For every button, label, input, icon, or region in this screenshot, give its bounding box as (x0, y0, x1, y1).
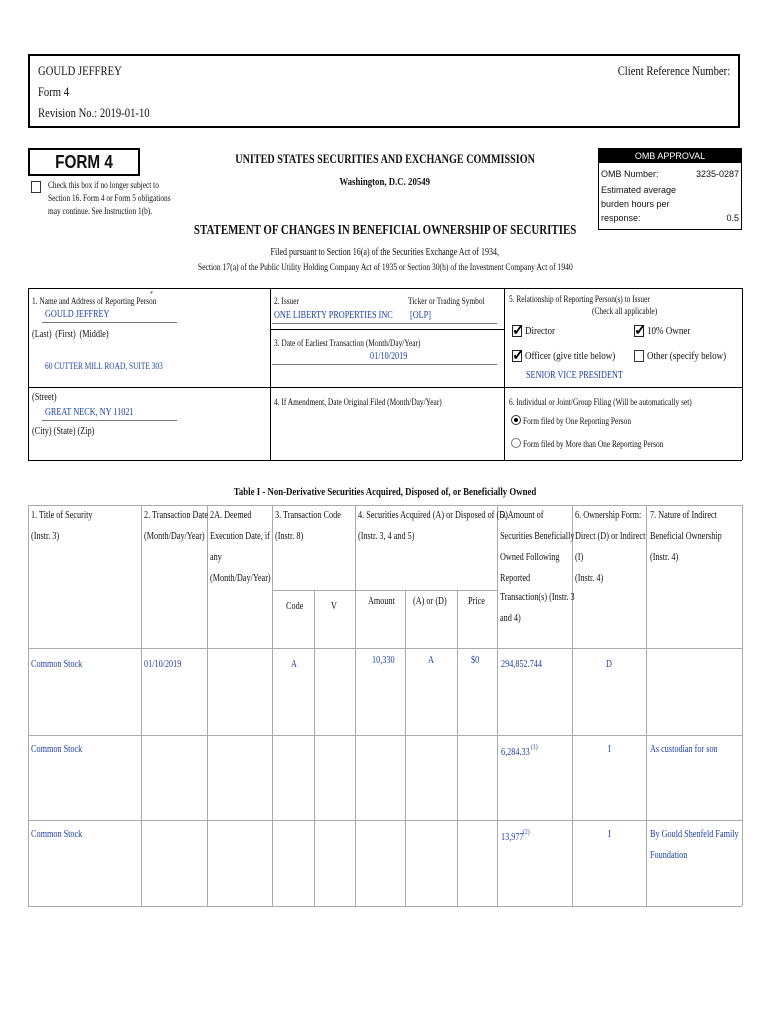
col7-header-2: Beneficial Ownership (650, 531, 722, 542)
col2-header-2: (Month/Day/Year) (144, 531, 205, 542)
omb-number-label: OMB Number: (601, 169, 659, 179)
omb-burden-2: burden hours per (601, 199, 670, 209)
officer-label: Officer (give title below) (525, 350, 616, 362)
other-checkbox[interactable] (634, 350, 644, 362)
col6-header-2: Direct (D) or Indirect (575, 531, 646, 542)
row1-aord: A (428, 655, 434, 666)
col3-header-1: 3. Transaction Code (275, 510, 341, 521)
col4-price-header: Price (468, 596, 485, 607)
officer-title: SENIOR VICE PRESIDENT (526, 370, 623, 381)
header-revision: Revision No.: 2019-01-10 (38, 105, 150, 120)
col1-header-1: 1. Title of Security (31, 510, 93, 521)
issuer-label: 2. Issuer (274, 296, 300, 306)
row3-nature-1: By Gould Shenfeld Family (650, 829, 739, 840)
col5-header-4: Reported (500, 573, 531, 584)
director-checkbox[interactable] (512, 325, 522, 337)
row2-title: Common Stock (31, 744, 83, 755)
row1-date: 01/10/2019 (144, 659, 182, 670)
issuer-name: ONE LIBERTY PROPERTIES INC (274, 310, 393, 321)
relationship-check-all: (Check all applicable) (592, 306, 658, 316)
no-longer-subject-line3: may continue. See Instruction 1(b). (48, 206, 153, 216)
col6-header-3: (I) (575, 552, 584, 563)
section-17: Section 17(a) of the Public Utility Holding Company Act of 1935 or Section 30(h) of the Investment Company Act of 1940 (197, 263, 573, 273)
col4-aord-header: (A) or (D) (413, 596, 447, 607)
col4-amount-header: Amount (368, 596, 395, 607)
col3-code-header: Code (286, 601, 304, 612)
city-label: (City) (State) (Zip) (32, 426, 95, 437)
reporting-person-name-parts: (Last) (First) (Middle) (32, 329, 109, 340)
row2-nature: As custodian for son (650, 744, 718, 755)
col6-header-1: 6. Ownership Form: (575, 510, 642, 521)
row2-footnote: (1) (531, 743, 538, 751)
col5-header-2: Securities Beneficially (500, 531, 575, 542)
col2a-header-1: 2A. Deemed (210, 510, 252, 521)
officer-checkbox[interactable] (512, 350, 522, 362)
col2a-header-3: any (210, 552, 222, 563)
commission-title: UNITED STATES SECURITIES AND EXCHANGE COMMISSION (235, 151, 535, 166)
table-1-title: Table I - Non-Derivative Securities Acquired, Disposed of, or Beneficially Owned (233, 486, 537, 498)
row3-owned: 13,977 (501, 832, 524, 843)
row1-code: A (291, 659, 297, 670)
col5-header-6: and 4) (500, 613, 521, 624)
other-label: Other (specify below) (647, 350, 727, 362)
col6-header-4: (Instr. 4) (575, 573, 604, 584)
filing-label: 6. Individual or Joint/Group Filing (Will be automatically set) (509, 397, 692, 407)
omb-burden-3: response: (601, 213, 641, 223)
row3-title: Common Stock (31, 829, 83, 840)
relationship-label: 5. Relationship of Reporting Person(s) to Issuer (509, 294, 650, 304)
col5-header-5: Transaction(s) (Instr. 3 (500, 592, 575, 603)
omb-approval-box (598, 148, 742, 230)
col5-header-1: 5. Amount of (500, 510, 544, 521)
reporting-person-label: 1. Name and Address of Reporting Person (32, 296, 157, 306)
ten-percent-owner-label: 10% Owner (647, 325, 691, 337)
row2-form: I (608, 744, 611, 755)
street-label: (Street) (32, 392, 57, 403)
row1-price: $0 (471, 655, 480, 666)
col5-header-3: Owned Following (500, 552, 560, 563)
form-title-box (28, 148, 140, 176)
commission-city: Washington, D.C. 20549 (339, 176, 431, 188)
row1-form: D (606, 659, 612, 670)
statement-title: STATEMENT OF CHANGES IN BENEFICIAL OWNERSHIP OF SECURITIES (193, 223, 577, 238)
col3-header-2: (Instr. 8) (275, 531, 304, 542)
row1-title: Common Stock (31, 659, 83, 670)
col2a-header-2: Execution Date, if (210, 531, 270, 542)
row2-owned: 6,284.33 (501, 747, 530, 758)
no-longer-subject-checkbox[interactable] (31, 181, 41, 193)
amendment-label: 4. If Amendment, Date Original Filed (Month/Day/Year) (274, 397, 442, 407)
row3-footnote: (2) (523, 828, 530, 836)
ten-percent-owner-checkbox[interactable] (634, 325, 644, 337)
row3-nature-2: Foundation (650, 850, 688, 861)
issuer-ticker: [OLP] (410, 310, 431, 321)
director-label: Director (525, 325, 556, 337)
col1-header-2: (Instr. 3) (31, 531, 60, 542)
omb-burden-value: 0.5 (726, 213, 739, 223)
col2-header-1: 2. Transaction Date (144, 510, 208, 521)
street-address: 60 CUTTER MILL ROAD, SUITE 303 (45, 361, 163, 371)
earliest-transaction-label: 3. Date of Earliest Transaction (Month/Day/Year) (274, 338, 421, 348)
row1-amount: 10,330 (372, 655, 395, 666)
col4-header-1: 4. Securities Acquired (A) or Disposed of (D) (358, 510, 508, 521)
col7-header-1: 7. Nature of Indirect (650, 510, 717, 521)
client-reference: Client Reference Number: (617, 63, 730, 78)
more-reporting-persons-label: Form filed by More than One Reporting Person (523, 439, 664, 449)
header-form: Form 4 (38, 84, 70, 99)
col4-header-2: (Instr. 3, 4 and 5) (358, 531, 415, 542)
more-reporting-persons-radio[interactable] (511, 438, 521, 448)
no-longer-subject-line1: Check this box if no longer subject to (48, 180, 159, 190)
row3-form: I (608, 829, 611, 840)
col7-header-3: (Instr. 4) (650, 552, 679, 563)
ticker-label: Ticker or Trading Symbol (408, 296, 485, 306)
col3-v-header: V (331, 601, 337, 612)
form-title: FORM 4 (55, 151, 113, 172)
header-name: GOULD JEFFREY (38, 63, 122, 78)
row1-owned: 294,852.744 (501, 659, 542, 670)
reporting-person-name: GOULD JEFFREY (45, 309, 110, 320)
no-longer-subject-line2: Section 16. Form 4 or Form 5 obligations (48, 193, 171, 203)
omb-number: 3235-0287 (695, 169, 739, 179)
city-address: GREAT NECK, NY 11021 (45, 407, 134, 418)
grid-bottom-border (28, 460, 742, 461)
omb-head: OMB APPROVAL (599, 149, 741, 163)
col2a-header-4: (Month/Day/Year) (210, 573, 271, 584)
one-reporting-person-radio[interactable] (511, 415, 521, 425)
one-reporting-person-label: Form filed by One Reporting Person (523, 416, 632, 426)
earliest-transaction-date: 01/10/2019 (370, 351, 408, 362)
filed-pursuant: Filed pursuant to Section 16(a) of the Securities Exchange Act of 1934, (270, 247, 500, 258)
grid-top-border (28, 288, 742, 289)
omb-burden-1: Estimated average (601, 185, 677, 195)
header-box (28, 54, 740, 128)
reporting-person-asterisk: * (150, 290, 153, 298)
